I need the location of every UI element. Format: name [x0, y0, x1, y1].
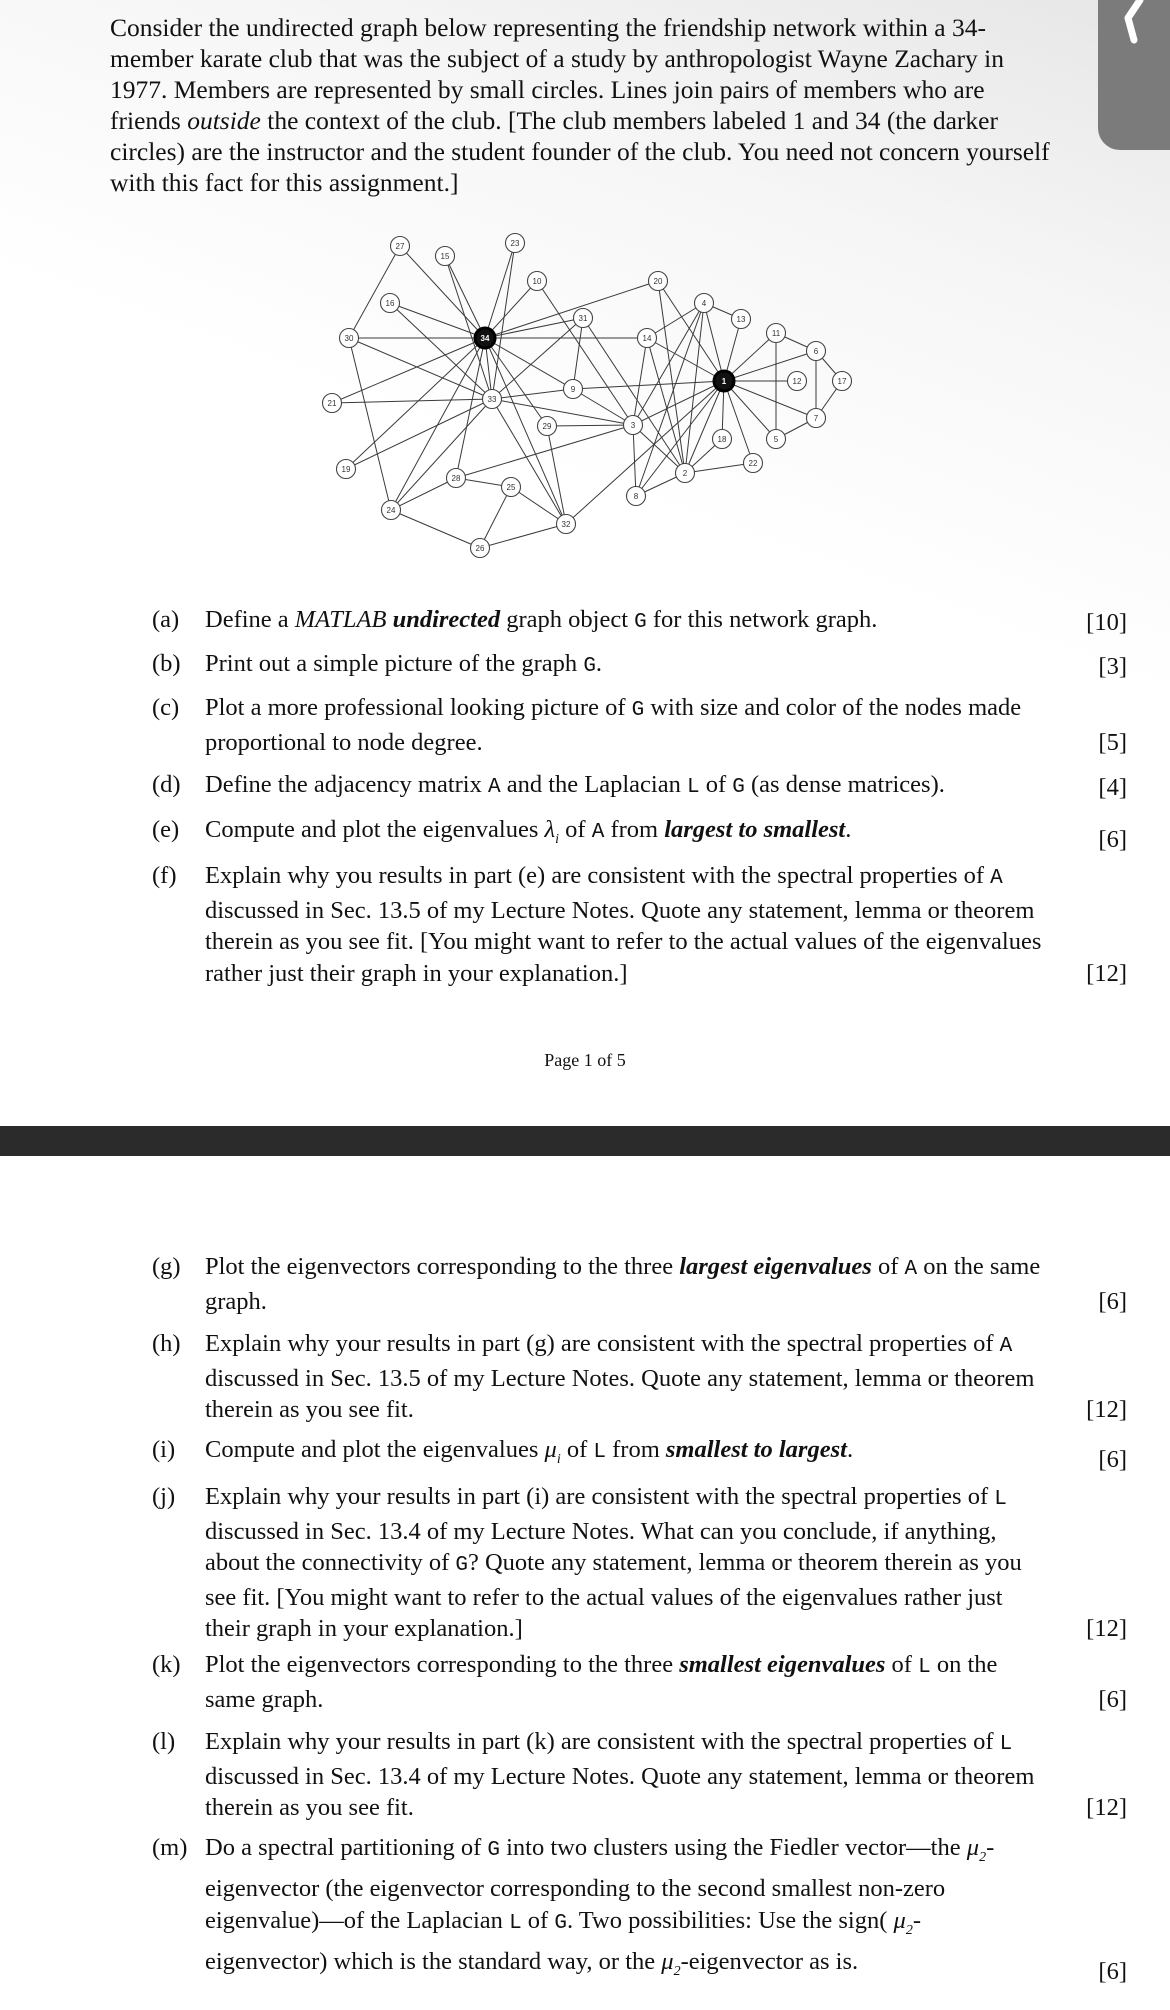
graph-edge-22-1: [724, 381, 753, 463]
svg-text:30: 30: [344, 334, 354, 343]
graph-edge-14-1: [647, 338, 724, 381]
question-h: [152, 1328, 1127, 1426]
graph-edge-32-26: [480, 524, 566, 548]
graph-edge-34-19: [346, 338, 485, 469]
question-e: [152, 814, 1127, 855]
svg-text:5: 5: [773, 435, 779, 444]
graph-edge-30-24: [349, 338, 391, 510]
svg-text:14: 14: [642, 334, 652, 343]
question-text: Define a MATLAB undirected graph object G for this network graph.: [205, 606, 878, 634]
graph-edge-10-3: [537, 281, 633, 425]
graph-edge-28-24: [391, 478, 456, 510]
graph-node-19: [337, 460, 356, 479]
svg-text:11: 11: [771, 329, 781, 338]
graph-edge-22-2: [685, 463, 753, 473]
question-text: Explain why your results in part (g) are consistent with the spectral properties of A discussed in Sec. 13.5 of my Lecture Notes. Quote any statement, lemma or theorem therein as you see fit.: [205, 1330, 1035, 1423]
graph-edge-33-30: [349, 338, 492, 399]
question-points: [6]: [1098, 1685, 1127, 1713]
question-label: (j): [152, 1483, 176, 1510]
question-a: [152, 604, 1127, 639]
question-label: (d): [152, 771, 181, 798]
svg-text:19: 19: [341, 465, 351, 474]
question-b: [152, 648, 1127, 683]
svg-text:23: 23: [510, 239, 520, 248]
svg-text:27: 27: [395, 242, 405, 251]
intro-text: Consider the undirected graph below representing the friendship network within a 34-member karate club that was the subject of a study by anthropologist Wayne Zachary in 1977. Members are represented by small circles. Lines join pairs of members who are friends: [110, 13, 1004, 135]
question-label: (a): [152, 606, 180, 633]
question-f: [152, 860, 1127, 989]
graph-edge-33-9: [492, 389, 573, 399]
svg-text:7: 7: [813, 414, 819, 423]
svg-text:25: 25: [506, 483, 516, 492]
graph-edge-31-9: [573, 318, 583, 389]
svg-text:29: 29: [542, 422, 552, 431]
graph-edge-20-2: [658, 281, 685, 473]
graph-node-15: [436, 247, 455, 266]
question-points: [12]: [1086, 1615, 1127, 1642]
graph-node-8: [627, 487, 646, 506]
graph-edge-5-1: [724, 381, 776, 439]
graph-edge-34-28: [456, 338, 485, 478]
question-text: Compute and plot the eigenvalues $\lambda_i$ of A from largest to smallest.: [205, 816, 852, 847]
question-j: [152, 1481, 1127, 1645]
graph-edge-33-32: [492, 399, 566, 524]
graph-node-28: [447, 469, 466, 488]
graph-node-6: [807, 342, 826, 361]
question-points: [4]: [1098, 774, 1127, 801]
svg-text:21: 21: [327, 399, 337, 408]
svg-text:17: 17: [837, 377, 847, 386]
question-points: [10]: [1086, 609, 1127, 636]
graph-node-20: [649, 272, 668, 291]
page-number: Page 1 of 5: [544, 1050, 626, 1070]
question-label: (l): [152, 1728, 176, 1755]
svg-text:3: 3: [630, 421, 636, 430]
question-label: (c): [152, 694, 180, 721]
svg-text:13: 13: [736, 315, 746, 324]
svg-text:9: 9: [570, 385, 576, 394]
question-points: [12]: [1086, 1396, 1127, 1423]
question-points: [6]: [1098, 1287, 1127, 1315]
graph-node-22: [744, 454, 763, 473]
question-l: [152, 1726, 1127, 1824]
intro-text-end: the context of the club. [The club members labeled 1 and 34 (the darker circles) are the instructor and the student founder of the club. You need not concern yourself with this fact for this assignment.]: [110, 106, 1050, 197]
svg-text:6: 6: [813, 347, 819, 356]
graph-node-1: [714, 371, 734, 391]
graph-node-13: [732, 310, 751, 329]
graph-edge-4-1: [704, 303, 724, 381]
svg-text:4: 4: [701, 299, 707, 308]
question-m: [152, 1832, 1127, 1988]
graph-edge-30-27: [349, 246, 400, 338]
question-text: Explain why you results in part (e) are consistent with the spectral properties of A discussed in Sec. 13.5 of my Lecture Notes. Quote any statement, lemma or theorem therein as you see fit. [You might want to refer to the actual values of the eigenvalues rather just their graph in your explanation.]: [205, 862, 1042, 987]
graph-node-17: [833, 372, 852, 391]
graph-node-33: [483, 390, 502, 409]
svg-text:1: 1: [721, 377, 727, 386]
graph-edge-29-3: [547, 425, 633, 426]
graph-edge-26-24: [391, 510, 480, 548]
graph-edge-34-23: [485, 243, 515, 338]
svg-text:15: 15: [440, 252, 450, 261]
question-points: [12]: [1086, 1794, 1127, 1821]
graph-node-16: [381, 294, 400, 313]
graph-node-3: [624, 416, 643, 435]
question-d: [152, 769, 1127, 804]
svg-text:28: 28: [451, 474, 461, 483]
svg-text:34: 34: [480, 334, 490, 343]
question-text: Plot the eigenvectors corresponding to the three largest eigenvalues of A on the same graph.: [205, 1253, 1041, 1315]
intro-emphasis: outside: [187, 106, 261, 135]
question-label: (k): [152, 1651, 181, 1678]
graph-node-30: [340, 329, 359, 348]
page-divider: [0, 1126, 1170, 1156]
graph-node-12: [788, 372, 807, 391]
svg-text:32: 32: [561, 520, 571, 529]
question-i: [152, 1434, 1127, 1475]
svg-text:8: 8: [633, 492, 639, 501]
graph-node-7: [807, 409, 826, 428]
question-text: Plot a more professional looking picture of G with size and color of the nodes made proportional to node degree.: [205, 694, 1022, 756]
question-points: [12]: [1086, 959, 1127, 987]
graph-node-4: [695, 294, 714, 313]
graph-node-24: [382, 501, 401, 520]
question-text: Explain why your results in part (i) are consistent with the spectral properties of L discussed in Sec. 13.4 of my Lecture Notes. What can you conclude, if anything, about the connectivity of G? Quote any statement, lemma or theorem therein as you see fit. [You might want to refer to the actual values of the eigenvalues rather just their graph in your explanation.]: [205, 1483, 1022, 1642]
svg-text:20: 20: [653, 277, 663, 286]
graph-edge-33-21: [332, 399, 492, 403]
question-text: Plot the eigenvectors corresponding to the three smallest eigenvalues of L on the same graph.: [205, 1651, 998, 1713]
graph-node-21: [323, 394, 342, 413]
graph-edge-14-2: [647, 338, 685, 473]
graph-node-14: [638, 329, 657, 348]
svg-text:22: 22: [748, 459, 758, 468]
question-label: (e): [152, 816, 180, 843]
question-k: [152, 1649, 1127, 1715]
svg-text:12: 12: [792, 377, 802, 386]
question-label: (g): [152, 1253, 181, 1280]
question-label: (h): [152, 1330, 181, 1357]
question-text: Compute and plot the eigenvalues $\mu_i$ of L from smallest to largest.: [205, 1436, 854, 1467]
graph-edge-9-1: [573, 381, 724, 389]
svg-text:31: 31: [578, 314, 588, 323]
question-text: Explain why your results in part (k) are consistent with the spectral properties of L discussed in Sec. 13.4 of my Lecture Notes. Quote any statement, lemma or theorem therein as you see fit.: [205, 1728, 1035, 1821]
graph-node-26: [471, 539, 490, 558]
graph-edge-34-24: [391, 338, 485, 510]
graph-node-34: [475, 328, 495, 348]
graph-edge-32-1: [566, 381, 724, 524]
question-text: Print out a simple picture of the graph G.: [205, 650, 603, 678]
svg-text:16: 16: [385, 299, 395, 308]
graph-node-29: [538, 417, 557, 436]
graph-edge-2-1: [685, 381, 724, 473]
question-c: [152, 692, 1127, 758]
graph-node-10: [528, 272, 547, 291]
question-points: [6]: [1098, 1958, 1127, 1986]
intro-paragraph: [110, 12, 1060, 198]
question-label: (m): [152, 1834, 188, 1861]
question-label: (b): [152, 650, 181, 677]
question-points: [6]: [1098, 1445, 1127, 1473]
graph-node-32: [557, 515, 576, 534]
svg-text:26: 26: [475, 544, 485, 553]
question-points: [6]: [1098, 825, 1127, 853]
graph-node-25: [502, 478, 521, 497]
svg-text:24: 24: [386, 506, 396, 515]
karate-club-graph: [315, 228, 875, 568]
question-points: [5]: [1098, 728, 1127, 756]
graph-node-9: [564, 380, 583, 399]
graph-node-23: [506, 234, 525, 253]
svg-text:10: 10: [532, 277, 542, 286]
svg-text:33: 33: [487, 395, 497, 404]
graph-node-31: [574, 309, 593, 328]
chevron-left-icon[interactable]: [1118, 0, 1158, 60]
graph-edge-33-24: [391, 399, 492, 510]
question-label: (f): [152, 862, 177, 889]
question-text: Do a spectral partitioning of G into two clusters using the Fiedler vector—the $\mu_2$-eigenvector (the eigenvector corresponding to the second smallest non-zero eigenvalue)—of the Laplacian L of G. Two possibilities: Use the sign( $\mu_2-eigenvector$) which is the standard way, or the $\mu_2$-eigenvector as is.: [205, 1834, 995, 1980]
graph-edge-3-1: [633, 381, 724, 425]
graph-edge-26-25: [480, 487, 511, 548]
question-points: [3]: [1098, 653, 1127, 680]
side-panel-tab[interactable]: [1098, 0, 1170, 150]
graph-node-2: [676, 464, 695, 483]
graph-edge-34-9: [485, 338, 573, 389]
graph-node-5: [767, 430, 786, 449]
graph-node-11: [767, 324, 786, 343]
question-text: Define the adjacency matrix A and the Laplacian L of G (as dense matrices).: [205, 771, 945, 799]
svg-text:18: 18: [717, 435, 727, 444]
question-label: (i): [152, 1436, 176, 1463]
graph-edge-32-29: [547, 426, 566, 524]
graph-node-18: [713, 430, 732, 449]
svg-text:2: 2: [682, 469, 688, 478]
question-g: [152, 1251, 1127, 1317]
graph-node-27: [391, 237, 410, 256]
